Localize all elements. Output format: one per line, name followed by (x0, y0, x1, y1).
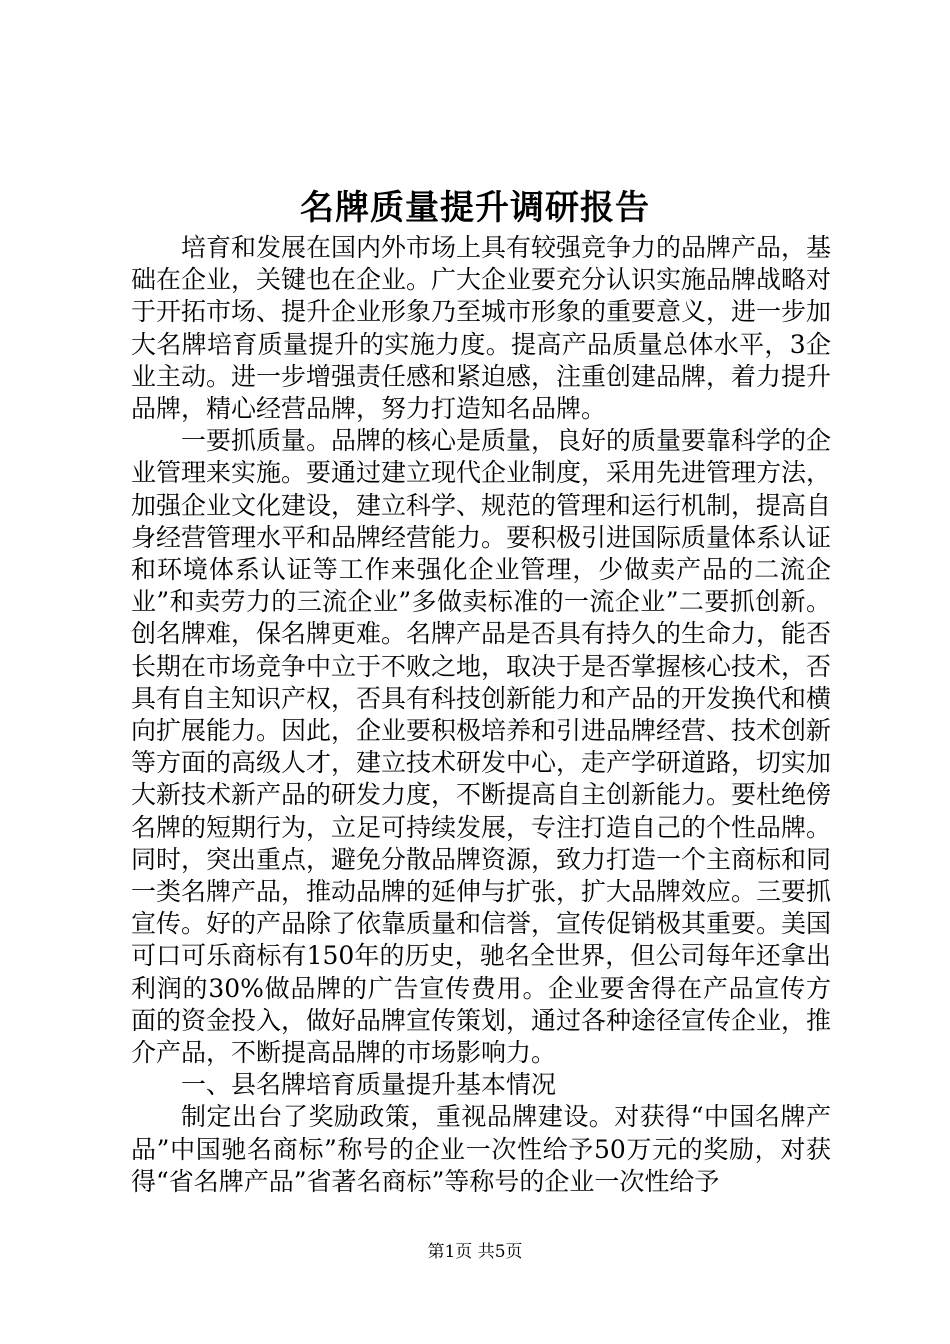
paragraph-quality-innovation-promotion: 一要抓质量。品牌的核心是质量，良好的质量要靠科学的企业管理来实施。要通过建立现代企业制度，采用先进管理方法，加强企业文化建设，建立科学、规范的管理和运行机制，提高自身经营管理水平和品牌经营能力。要积极引进国际质量体系认证和环境体系认证等工作来强化企业管理，少做卖产品的二流企业”和卖劳力的三流企业”多做卖标准的一流企业”二要抓创新。创名牌难，保名牌更难。名牌产品是否具有持久的生命力，能否长期在市场竞争中立于不败之地，取决于是否掌握核心技术，否具有自主知识产权，否具有科技创新能力和产品的开发换代和横向扩展能力。因此，企业要积极培养和引进品牌经营、技术创新等方面的高级人才，建立技术研发中心，走产学研道路，切实加大新技术新产品的研发力度，不断提高自主创新能力。要杜绝傍名牌的短期行为，立足可持续发展，专注打造自己的个性品牌。同时，突出重点，避免分散品牌资源，致力打造一个主商标和同一类名牌产品，推动品牌的延伸与扩张，扩大品牌效应。三要抓宣传。好的产品除了依靠质量和信誉，宣传促销极其重要。美国可口可乐商标有150年的历史，驰名全世界，但公司每年还拿出利润的30%做品牌的广告宣传费用。企业要舍得在产品宣传方面的资金投入，做好品牌宣传策划，通过各种途径宣传企业，推介产品，不断提高品牌的市场影响力。 (131, 426, 832, 1068)
document-body (131, 232, 831, 1198)
document-title: 名牌质量提升调研报告 (300, 188, 650, 228)
section-heading: 一、县名牌培育质量提升基本情况 (181, 1070, 557, 1100)
page-number-footer: 第1页 共5页 (427, 1242, 523, 1262)
paragraph-incentive-policy: 制定出台了奖励政策，重视品牌建设。对获得“中国名牌产品”中国驰名商标”称号的企业一次性给予50万元的奖励，对获得“省名牌产品”省著名商标”等称号的企业一次性给予 (131, 1102, 831, 1196)
paragraph-intro: 培育和发展在国内外市场上具有较强竞争力的品牌产品，基础在企业，关键也在企业。广大企业要充分认识实施品牌战略对于开拓市场、提升企业形象乃至城市形象的重要意义，进一步加大名牌培育质量提升的实施力度。提高产品质量总体水平，3企业主动。进一步增强责任感和紧迫感，注重创建品牌，着力提升品牌，精心经营品牌，努力打造知名品牌。 (131, 233, 832, 424)
